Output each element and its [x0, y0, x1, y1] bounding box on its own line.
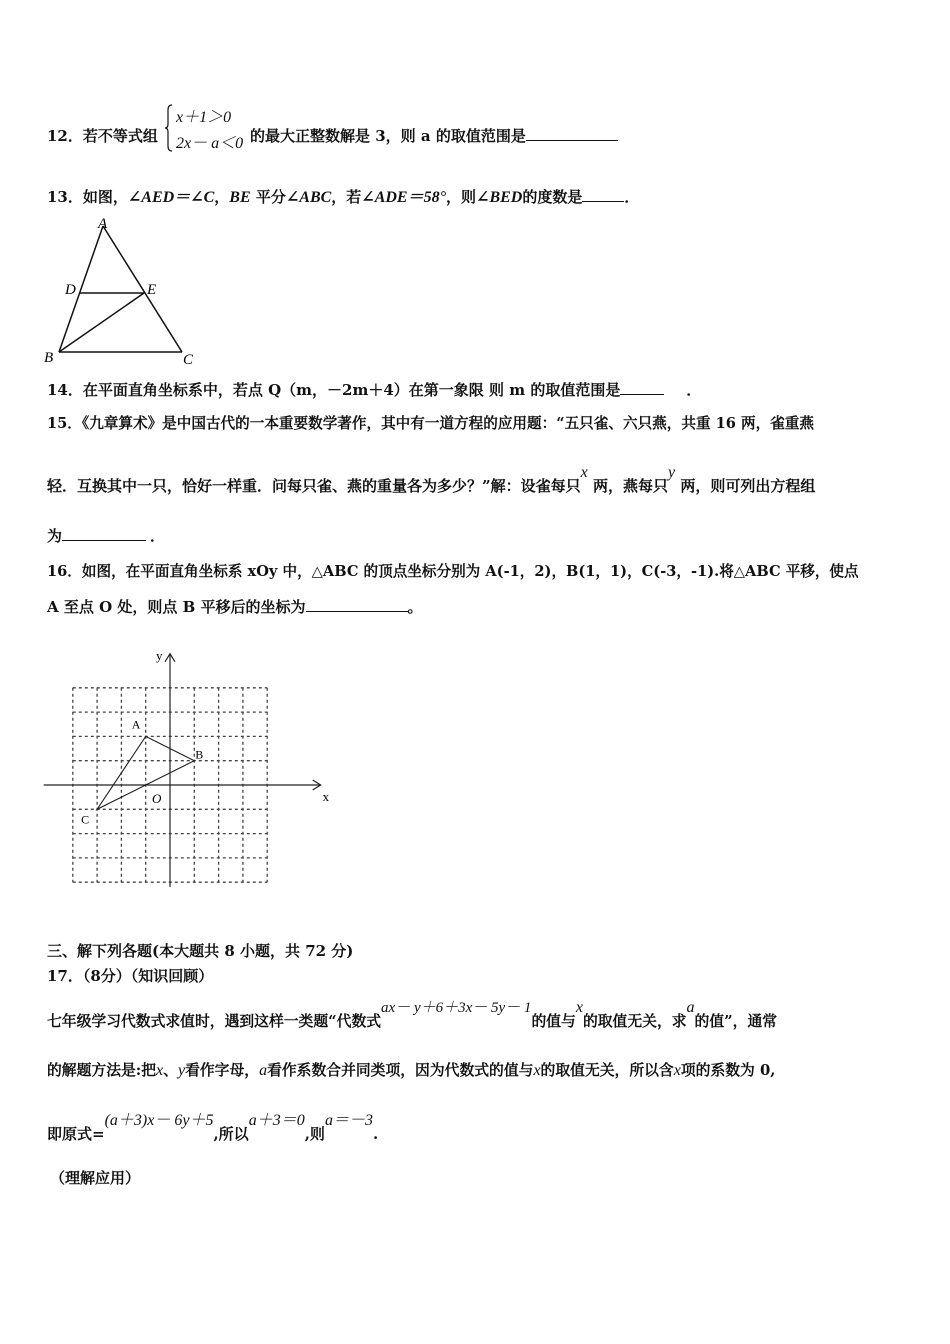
- q17-header-text: 17．（8分）（知识回顾）: [47, 967, 214, 985]
- question-16-line-2: [47, 597, 423, 617]
- q17-sub-heading: （理解应用）: [50, 1169, 141, 1187]
- q15-line-1: 15．《九章算术》是中国古代的一本重要数学著作，其中有一道方程的应用题：“五只雀、六只燕，共重 16 两，雀重燕: [47, 415, 814, 432]
- question-16-line-1: [47, 562, 859, 582]
- q15-line-3: 为: [47, 527, 63, 545]
- q17-p3c: ,则: [304, 1125, 325, 1143]
- q12-brace: [165, 104, 173, 152]
- q13-angle-bed: ∠BED: [476, 189, 523, 206]
- q13-label-c: C: [183, 352, 194, 368]
- question-17-para-2: [47, 1061, 775, 1081]
- q17-p2-y: y: [177, 1062, 186, 1079]
- origin-label: O: [152, 791, 162, 806]
- y-axis-label: y: [156, 647, 163, 663]
- q17-p1b: 的值与: [531, 1013, 576, 1030]
- q15-answer-blank[interactable]: [62, 526, 146, 541]
- q13-label-b: B: [44, 350, 54, 366]
- q16-coordinate-figure: [40, 640, 340, 900]
- q13-angle-ade: ∠ADE＝58°: [361, 189, 447, 206]
- question-15-line-1: [47, 414, 814, 434]
- q14-answer-blank[interactable]: [620, 380, 664, 395]
- q12-text: [250, 126, 618, 146]
- q17-p3a: 即原式=: [47, 1125, 105, 1143]
- q17-p2a: 的解题方法是:把: [47, 1062, 157, 1079]
- q15-line-2c: 两，则可列出方程组: [675, 477, 816, 495]
- q17-p2-x: x: [156, 1062, 164, 1079]
- question-12: [47, 126, 158, 146]
- brace-icon: [165, 104, 173, 152]
- question-15-line-2: [47, 464, 816, 497]
- q17-expression-4: a＝－3: [324, 1112, 373, 1129]
- q13-angle-aed-c: ∠AED＝∠C: [127, 189, 215, 206]
- q13-label-e: E: [147, 282, 157, 298]
- question-17-sub: [50, 1168, 140, 1188]
- q17-p2c: 看作系数合并同类项，因为代数式的值与: [267, 1062, 534, 1079]
- q16-line-1: 16．如图，在平面直角坐标系 xOy 中，△ABC 的顶点坐标分别为 A(-1，2)，B(1，1)，C(-3，-1).将△ABC 平移，使点: [47, 563, 859, 580]
- q17-p3d: .: [372, 1125, 379, 1143]
- q13-if: ，若: [331, 188, 362, 206]
- q13-answer-blank[interactable]: [582, 187, 624, 202]
- q17-p3b: ,所以: [213, 1125, 249, 1143]
- q17-p1d: 的值”，通常: [694, 1013, 778, 1030]
- q12-number: 12．若不等式组: [47, 127, 158, 145]
- q17-p1a: 七年级学习代数式求值时，遇到这样一类题“代数式: [47, 1013, 382, 1030]
- q17-p2-x3: x: [673, 1062, 681, 1079]
- q17-p2-x2: x: [533, 1062, 541, 1079]
- q13-bisect: 平分: [250, 188, 286, 206]
- q15-var-y: y: [667, 464, 676, 481]
- q12-answer-blank[interactable]: [526, 126, 618, 141]
- q16-line-2: A 至点 O 处，则点 B 平移后的坐标为: [47, 598, 306, 616]
- vertex-label-b: B: [195, 747, 204, 762]
- q13-end: ．: [624, 188, 640, 206]
- q13-prefix: 13．如图，: [47, 188, 128, 206]
- q13-be: BE: [229, 189, 251, 206]
- q17-expression-1: ax－ y＋6＋3x－ 5y－ 1: [381, 1000, 532, 1016]
- q15-end: ．: [150, 527, 166, 545]
- question-17-para-1: [47, 999, 778, 1032]
- q13-triangle-figure: [40, 212, 210, 368]
- q13-label-d: D: [65, 282, 76, 298]
- q17-p2-a: a: [259, 1062, 268, 1079]
- q17-var-x: x: [575, 999, 583, 1016]
- question-17-header: [47, 966, 213, 986]
- q14-end: ．: [686, 381, 702, 399]
- question-15-line-3: [47, 526, 165, 546]
- section-3-title-text: 三、解下列各题(本大题共 8 小题，共 72 分): [47, 942, 354, 960]
- q15-var-x: x: [580, 464, 588, 481]
- q13-then: ，则: [446, 188, 477, 206]
- q17-p1c: 的取值无关，求: [582, 1013, 687, 1030]
- q17-p2b: 看作字母，: [185, 1062, 260, 1079]
- q15-line-2b: 两，燕每只: [587, 477, 668, 495]
- q15-line-2a: 轻．互换其中一只，恰好一样重．问每只雀、燕的重量各为多少？”解：设雀每只: [47, 477, 581, 495]
- question-13: [47, 187, 639, 208]
- q12-inequality-2: 2x－ a＜0: [176, 135, 244, 152]
- q13-comma: ，: [214, 188, 230, 206]
- question-14: [47, 380, 701, 400]
- vertex-label-c: C: [81, 812, 90, 827]
- q17-expression-3: a＋3＝0: [248, 1112, 305, 1129]
- q17-var-a: a: [686, 999, 695, 1016]
- q12-body: 的最大正整数解是 3，则 a 的取值范围是: [250, 127, 526, 145]
- q16-end: 。: [407, 598, 423, 616]
- q12-inequality-1: x＋1＞0: [176, 109, 232, 126]
- q17-p2d: 的取值无关，所以含: [540, 1062, 674, 1079]
- vertex-label-a: A: [131, 717, 141, 732]
- q14-text: 14．在平面直角坐标系中，若点 Q（m，－2m＋4）在第一象限 则 m 的取值范围是: [47, 381, 621, 399]
- q13-label-a: A: [98, 216, 108, 232]
- q17-p2-sep: 、: [163, 1062, 178, 1079]
- question-17-para-3: [47, 1112, 379, 1145]
- x-axis-label: x: [322, 789, 330, 804]
- q16-answer-blank[interactable]: [306, 597, 408, 612]
- section-3-title: [47, 941, 353, 961]
- q17-expression-2: (a＋3)x－ 6y＋5: [104, 1112, 214, 1129]
- q13-angle-abc: ∠ABC: [285, 189, 332, 206]
- q13-degree: 的度数是: [522, 188, 583, 206]
- q17-p2e: 项的系数为 0,: [680, 1062, 776, 1079]
